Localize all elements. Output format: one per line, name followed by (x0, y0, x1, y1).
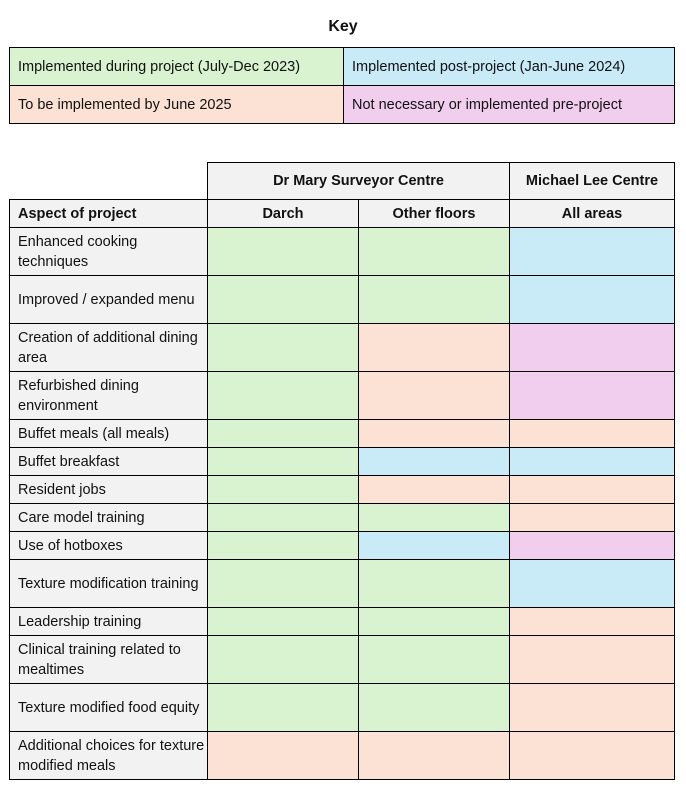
status-cell-darch-during (208, 420, 359, 448)
status-cell-all-areas-future (510, 476, 675, 504)
status-cell-other-floors-future (359, 476, 510, 504)
status-cell-other-floors-post (359, 532, 510, 560)
table-row (10, 684, 675, 732)
table-row (10, 420, 675, 448)
aspect-label: Buffet breakfast (10, 448, 208, 476)
group-header-michael-lee: Michael Lee Centre (510, 163, 675, 200)
status-cell-other-floors-future (359, 372, 510, 420)
status-cell-all-areas-na (510, 372, 675, 420)
aspect-label: Refurbished dining environment (10, 372, 208, 420)
status-cell-all-areas-post (510, 228, 675, 276)
table-row (10, 228, 675, 276)
status-cell-all-areas-post (510, 276, 675, 324)
table-row (10, 476, 675, 504)
status-cell-all-areas-future (510, 684, 675, 732)
aspect-label: Leadership training (10, 608, 208, 636)
status-cell-darch-future (208, 732, 359, 780)
status-cell-other-floors-during (359, 228, 510, 276)
status-cell-darch-during (208, 532, 359, 560)
group-header-dr-mary-surveyor: Dr Mary Surveyor Centre (208, 163, 510, 200)
status-cell-other-floors-during (359, 276, 510, 324)
status-cell-darch-during (208, 276, 359, 324)
status-cell-darch-during (208, 560, 359, 608)
aspect-label: Use of hotboxes (10, 532, 208, 560)
status-cell-darch-during (208, 504, 359, 532)
aspect-label: Care model training (10, 504, 208, 532)
key-item-na: Not necessary or implemented pre-project (344, 86, 675, 124)
column-header-all-areas: All areas (510, 200, 675, 228)
aspect-label: Improved / expanded menu (10, 276, 208, 324)
column-header-aspect: Aspect of project (10, 200, 208, 228)
status-cell-other-floors-future (359, 324, 510, 372)
status-cell-all-areas-future (510, 608, 675, 636)
status-cell-darch-during (208, 448, 359, 476)
table-row (10, 532, 675, 560)
status-cell-darch-during (208, 608, 359, 636)
column-header-darch: Darch (208, 200, 359, 228)
status-cell-darch-during (208, 228, 359, 276)
status-cell-other-floors-during (359, 560, 510, 608)
status-cell-all-areas-future (510, 732, 675, 780)
status-cell-darch-during (208, 372, 359, 420)
table-row (10, 276, 675, 324)
implementation-table (9, 162, 675, 780)
aspect-label: Buffet meals (all meals) (10, 420, 208, 448)
aspect-label: Enhanced cooking techniques (10, 228, 208, 276)
table-row (10, 372, 675, 420)
status-cell-darch-during (208, 476, 359, 504)
aspect-label: Resident jobs (10, 476, 208, 504)
key-title: Key (328, 18, 358, 35)
status-cell-darch-during (208, 684, 359, 732)
aspect-label: Additional choices for texture modified meals (10, 732, 208, 780)
status-cell-other-floors-during (359, 684, 510, 732)
key-item-future: To be implemented by June 2025 (10, 86, 344, 124)
table-row (10, 608, 675, 636)
aspect-label: Texture modification training (10, 560, 208, 608)
table-row (10, 324, 675, 372)
status-cell-all-areas-post (510, 560, 675, 608)
key-item-post: Implemented post-project (Jan-June 2024) (344, 48, 675, 86)
key-item-during: Implemented during project (July-Dec 2023) (10, 48, 344, 86)
status-cell-all-areas-post (510, 448, 675, 476)
aspect-label: Texture modified food equity (10, 684, 208, 732)
aspect-label: Clinical training related to mealtimes (10, 636, 208, 684)
status-cell-other-floors-future (359, 420, 510, 448)
status-cell-darch-during (208, 324, 359, 372)
status-cell-darch-during (208, 636, 359, 684)
status-cell-all-areas-na (510, 532, 675, 560)
table-row (10, 504, 675, 532)
status-cell-other-floors-post (359, 448, 510, 476)
status-cell-other-floors-during (359, 636, 510, 684)
table-row (10, 448, 675, 476)
table-row (10, 560, 675, 608)
status-cell-all-areas-future (510, 504, 675, 532)
status-cell-other-floors-during (359, 504, 510, 532)
table-row (10, 636, 675, 684)
key-table (9, 47, 675, 124)
column-header-other-floors: Other floors (359, 200, 510, 228)
table-row (10, 732, 675, 780)
status-cell-all-areas-future (510, 420, 675, 448)
status-cell-other-floors-future (359, 732, 510, 780)
status-cell-all-areas-na (510, 324, 675, 372)
aspect-label: Creation of additional dining area (10, 324, 208, 372)
blank-header-cell (10, 163, 208, 200)
status-cell-all-areas-future (510, 636, 675, 684)
status-cell-other-floors-during (359, 608, 510, 636)
